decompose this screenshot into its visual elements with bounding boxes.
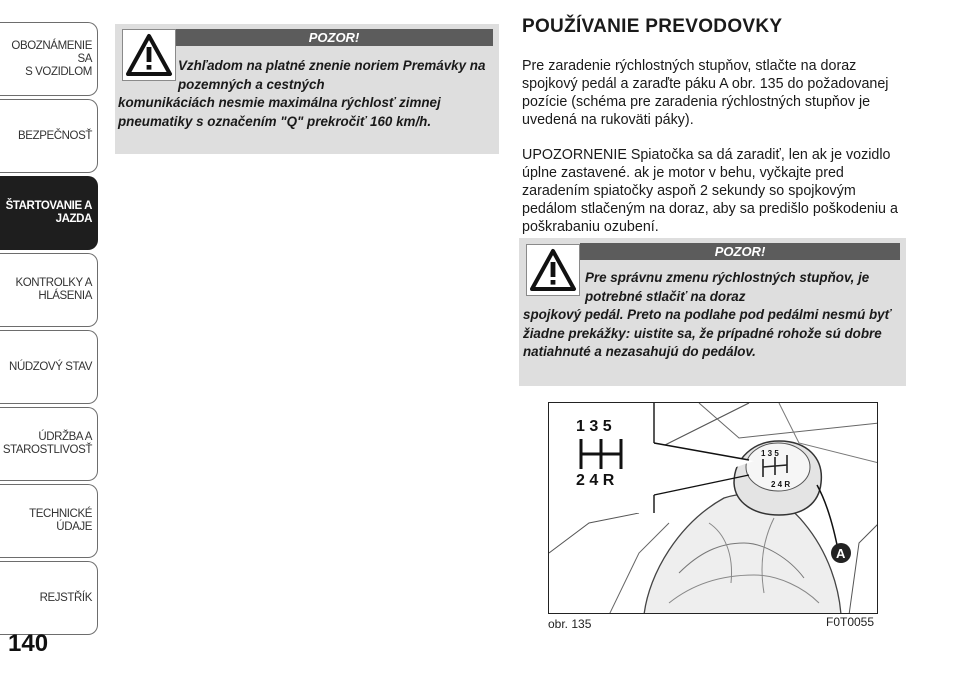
warning-text-body: spojkový pedál. Preto na podlahe pod pedálmi nesmú byť žiadne prekážky: uistite sa, že prípadné rohože sú dobre natiahnuté a nezasahujú do pedálov. [523,307,892,359]
tab-label: OBOZNÁMENIE SA S VOZIDLOM [11,39,92,78]
section-heading: POUŽÍVANIE PREVODOVKY [522,16,783,37]
gear-pattern-top: 1 3 5 [576,418,612,435]
figure-caption: obr. 135 [548,617,592,631]
tab-label: ÚDRŽBA A STAROSTLIVOSŤ [2,431,92,456]
figure-code: F0T0055 [826,615,875,629]
tab-startovanie[interactable] [0,176,98,250]
paragraph-gear-shift: Pre zaradenie rýchlostných stupňov, stlačte na doraz spojkový pedál a zaraďte páku A obr. 135 do požadovanej pozície (schéma pre zaradenia rýchlostných stupňov je uvedená na rukoväti páky). [522,58,889,128]
tab-label: ŠTARTOVANIE A JAZDA [5,200,92,225]
tab-label: REJSTŘÍK [39,591,92,604]
gear-pattern-bottom: 2 4 R [576,472,615,489]
paragraph-reverse-note: UPOZORNENIE Spiatočka sa dá zaradiť, len ak je vozidlo úplne zastavené. ak je motor v behu, vyčkajte pred zaradením spiatočky aspoň 2 sekundy so spojkovým pedálom stlačeným na doraz, aby sa predišlo poškodeniu a poškrabaniu ozubení. [522,147,898,235]
figure-gear-lever [548,402,878,614]
tab-technicke-udaje[interactable] [0,484,98,558]
tab-nudzovy-stav[interactable] [0,330,98,404]
gear-lever-illustration [549,403,878,614]
tab-oboznamenie[interactable] [0,22,98,96]
tab-label: NÚDZOVÝ STAV [9,360,92,373]
warning-text [118,57,498,131]
warning-title: POZOR! [580,243,900,260]
tab-label: BEZPEČNOSŤ [18,129,92,142]
callout-a-label: A [836,546,846,561]
tab-udrzba[interactable] [0,407,98,481]
tab-kontrolky[interactable] [0,253,98,327]
tab-label: TECHNICKÉ ÚDAJE [29,508,92,533]
knob-gear-top: 1 3 5 [761,449,779,458]
warning-text-body: komunikáciách nesmie maximálna rýchlosť zimnej pneumatiky s označením "Q" prekročiť 160 km/h. [118,95,441,129]
warning-box-speed [115,24,499,154]
warning-title: POZOR! [175,29,493,46]
warning-box-pedal [519,238,906,386]
warning-text-lead: Pre správnu zmenu rýchlostných stupňov, je potrebné stlačiť na doraz [585,270,870,304]
knob-gear-bottom: 2 4 R [771,480,791,489]
tab-bezpecnost[interactable] [0,99,98,173]
warning-text-lead: Vzhľadom na platné znenie noriem Premávky na pozemných a cestných [178,58,486,92]
warning-text [523,269,903,362]
tab-label: KONTROLKY A HLÁSENIA [15,277,92,302]
tab-rejstrik[interactable] [0,561,98,635]
page-number: 140 [8,630,49,657]
